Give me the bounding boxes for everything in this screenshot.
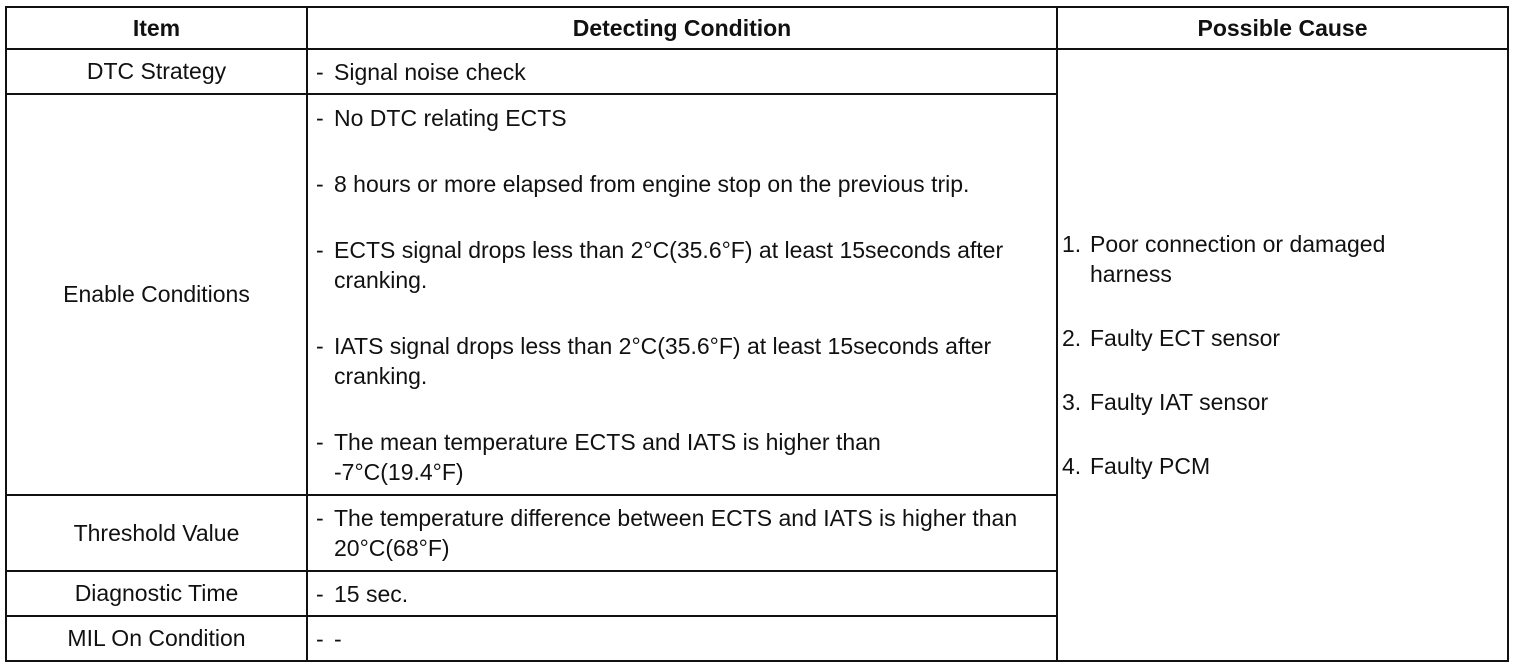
bullet-dash: - [316,170,324,197]
header-possible-cause: Possible Cause [1057,7,1508,49]
condition-text: IATS signal drops less than 2°C(35.6°F) at least 15seconds after cranking. [334,332,992,389]
cause-number: 1. [1062,231,1082,257]
possible-cause-cell [1057,49,1508,661]
condition-text: 15 sec. [334,580,409,607]
header-row [6,7,1508,49]
condition-line [316,624,1048,654]
header-detecting-condition: Detecting Condition [307,7,1057,49]
row-dtc-strategy [6,49,1508,94]
bullet-dash: - [316,332,324,359]
condition-line [316,235,1048,295]
cause-text: Faulty ECT sensor [1090,325,1281,351]
cause-item [1062,451,1499,481]
condition-text: 8 hours or more elapsed from engine stop on the previous trip. [334,170,970,197]
item-threshold-value: Threshold Value [6,495,307,571]
condition-threshold-value [307,495,1057,571]
enable-conditions-list [316,103,1048,487]
condition-line [316,57,1048,87]
condition-line [316,331,1048,391]
condition-text: - [334,625,342,652]
bullet-dash: - [316,505,324,531]
cause-text: Faulty PCM [1090,453,1211,479]
cause-item [1062,323,1499,353]
condition-text: Signal noise check [334,58,526,85]
condition-enable-conditions [307,94,1057,495]
bullet-dash: - [316,236,324,263]
header-item: Item [6,7,307,49]
dtc-detection-table [5,6,1509,662]
bullet-dash: - [316,104,324,131]
cause-number: 4. [1062,453,1082,479]
condition-line [316,427,1048,487]
condition-diagnostic-time [307,571,1057,616]
condition-line [316,579,1048,609]
cause-text: Poor connection or damaged harness [1090,231,1386,287]
item-enable-conditions: Enable Conditions [6,94,307,495]
bullet-dash: - [316,625,324,652]
bullet-dash: - [316,428,324,455]
item-mil-on-condition: MIL On Condition [6,616,307,661]
cause-item [1062,229,1499,289]
item-diagnostic-time: Diagnostic Time [6,571,307,616]
condition-line [316,103,1048,133]
condition-dtc-strategy [307,49,1057,94]
cause-number: 3. [1062,389,1082,415]
bullet-dash: - [316,58,324,85]
cause-item [1062,387,1499,417]
condition-text: The temperature difference between ECTS and IATS is higher than 20°C(68°F) [334,505,1018,561]
item-dtc-strategy: DTC Strategy [6,49,307,94]
condition-text: The mean temperature ECTS and IATS is higher than -7°C(19.4°F) [334,428,881,485]
condition-text: No DTC relating ECTS [334,104,567,131]
condition-text: ECTS signal drops less than 2°C(35.6°F) at least 15seconds after cranking. [334,236,1004,293]
bullet-dash: - [316,580,324,607]
condition-line [316,169,1048,199]
cause-number: 2. [1062,325,1082,351]
condition-mil-on-condition [307,616,1057,661]
condition-line [316,503,1048,563]
cause-text: Faulty IAT sensor [1090,389,1269,415]
